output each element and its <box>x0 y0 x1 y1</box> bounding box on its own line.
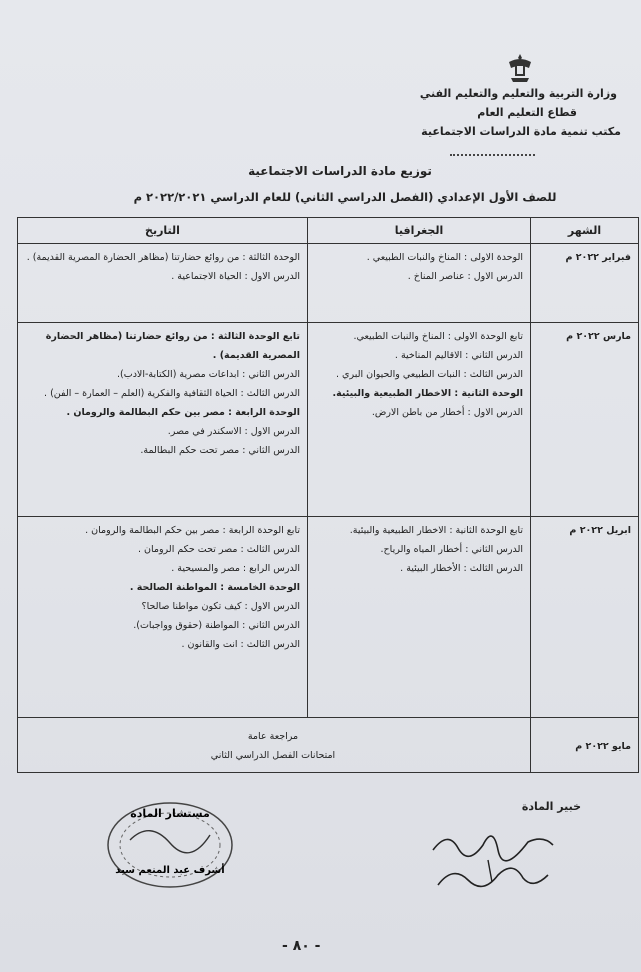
geography-cell <box>308 516 531 718</box>
list-item: الدرس الثالث : الحياة الثقافية والفكرية (العلم – العمارة – الفن) . <box>44 387 300 399</box>
table-row <box>18 718 639 773</box>
geography-cell <box>308 244 531 323</box>
table-header-row <box>18 218 639 244</box>
list-item: الدرس الثالث : الأخطار البيئية . <box>400 562 523 574</box>
distribution-table <box>17 217 639 773</box>
list-item: مراجعة عامة <box>247 731 299 743</box>
history-cell <box>18 516 308 718</box>
list-item: الدرس الثالث : انت والقانون . <box>181 638 300 650</box>
list-item: امتحانات الفصل الدراسي الثاني <box>210 750 336 762</box>
list-item: تابع الوحدة الثانية : الاخطار الطبيعية والبيئية. <box>349 524 523 536</box>
sector-name: قطاع التعليم العام <box>477 106 577 119</box>
month-cell: فبراير ٢٠٢٢ م <box>531 244 639 323</box>
list-item: الدرس الاول : كيف تكون مواطنا صالحا؟ <box>141 600 300 612</box>
list-item: تابع الوحدة الاولى : المناخ والنبات الطبيعي. <box>353 330 523 342</box>
consultant-name: أشرف عبد المنعم سيد <box>115 865 225 876</box>
egypt-eagle-emblem-icon <box>507 52 533 84</box>
month-cell: مايو ٢٠٢٢ م <box>531 718 639 773</box>
subject-expert-label: خبير المادة <box>521 800 581 813</box>
review-cell <box>18 718 531 773</box>
list-item: الوحدة الخامسة : المواطنة الصالحة . <box>129 581 300 593</box>
ministry-name: وزارة التربية والتعليم والتعليم الفني <box>419 87 617 100</box>
handwritten-signature <box>428 820 558 900</box>
header-history: التاريخ <box>18 218 308 244</box>
history-cell <box>18 244 308 323</box>
document-title: توزيع مادة الدراسات الاجتماعية <box>248 164 432 178</box>
list-item: الوحدة الثالثة : من روائع حضارتنا (مظاهر الحضارة المصرية القديمة) . <box>26 252 300 264</box>
header-geography: الجغرافيا <box>308 218 531 244</box>
list-item: تابع الوحدة الثالثة : من روائع حضارتنا (مظاهر الحضارة المصرية القديمة) . <box>45 330 300 361</box>
list-item: الدرس الاول : عناصر المناخ . <box>407 271 523 283</box>
list-item: الدرس الثاني : المواطنة (حقوق وواجبات). <box>133 619 300 631</box>
page-number: - ٨٠ - <box>282 938 321 954</box>
document-subtitle: للصف الأول الإعدادي (الفصل الدراسي الثاني) للعام الدراسي ٢٠٢٢/٢٠٢١ م <box>133 190 557 204</box>
list-item: الدرس الثالث : النبات الطبيعي والحيوان البري . <box>336 368 523 380</box>
table-row <box>18 516 639 718</box>
list-item: الدرس الثاني : ابداعات مصرية (الكتابة-الادب). <box>117 368 300 380</box>
header-month: الشهر <box>531 218 639 244</box>
list-item: الدرس الاول : الحياة الاجتماعية . <box>171 271 300 283</box>
list-item: الوحدة الرابعة : مصر بين حكم البطالمة والرومان . <box>66 406 300 418</box>
table-row <box>18 322 639 516</box>
table-row <box>18 244 639 323</box>
dotted-divider <box>450 154 535 156</box>
ministry-header <box>357 84 621 141</box>
list-item: الدرس الاول : الاسكندر في مصر. <box>167 425 300 437</box>
consultant-label: مستشار المادة <box>130 807 210 820</box>
geography-cell <box>308 322 531 516</box>
month-cell: ابريل ٢٠٢٢ م <box>531 516 639 718</box>
list-item: الدرس الثاني : الاقاليم المناخية . <box>394 349 523 361</box>
month-cell: مارس ٢٠٢٢ م <box>531 322 639 516</box>
consultant-stamp <box>100 795 240 895</box>
list-item: الدرس الرابع : مصر والمسيحية . <box>171 562 300 574</box>
list-item: الدرس الثاني : مصر تحت حكم البطالمة. <box>140 444 300 456</box>
history-cell <box>18 322 308 516</box>
office-name: مكتب تنمية مادة الدراسات الاجتماعية <box>421 125 621 138</box>
list-item: الوحدة الاولى : المناخ والنبات الطبيعي . <box>366 252 523 264</box>
list-item: الدرس الثالث : مصر تحت حكم الرومان . <box>137 543 300 555</box>
list-item: تابع الوحدة الرابعة : مصر بين حكم البطالمة والرومان . <box>85 524 300 536</box>
list-item: الدرس الاول : أخطار من باطن الارض. <box>371 406 523 418</box>
list-item: الوحدة الثانية : الاخطار الطبيعية والبيئية. <box>332 387 523 399</box>
list-item: الدرس الثاني : أخطار المياه والرياح. <box>380 543 523 555</box>
